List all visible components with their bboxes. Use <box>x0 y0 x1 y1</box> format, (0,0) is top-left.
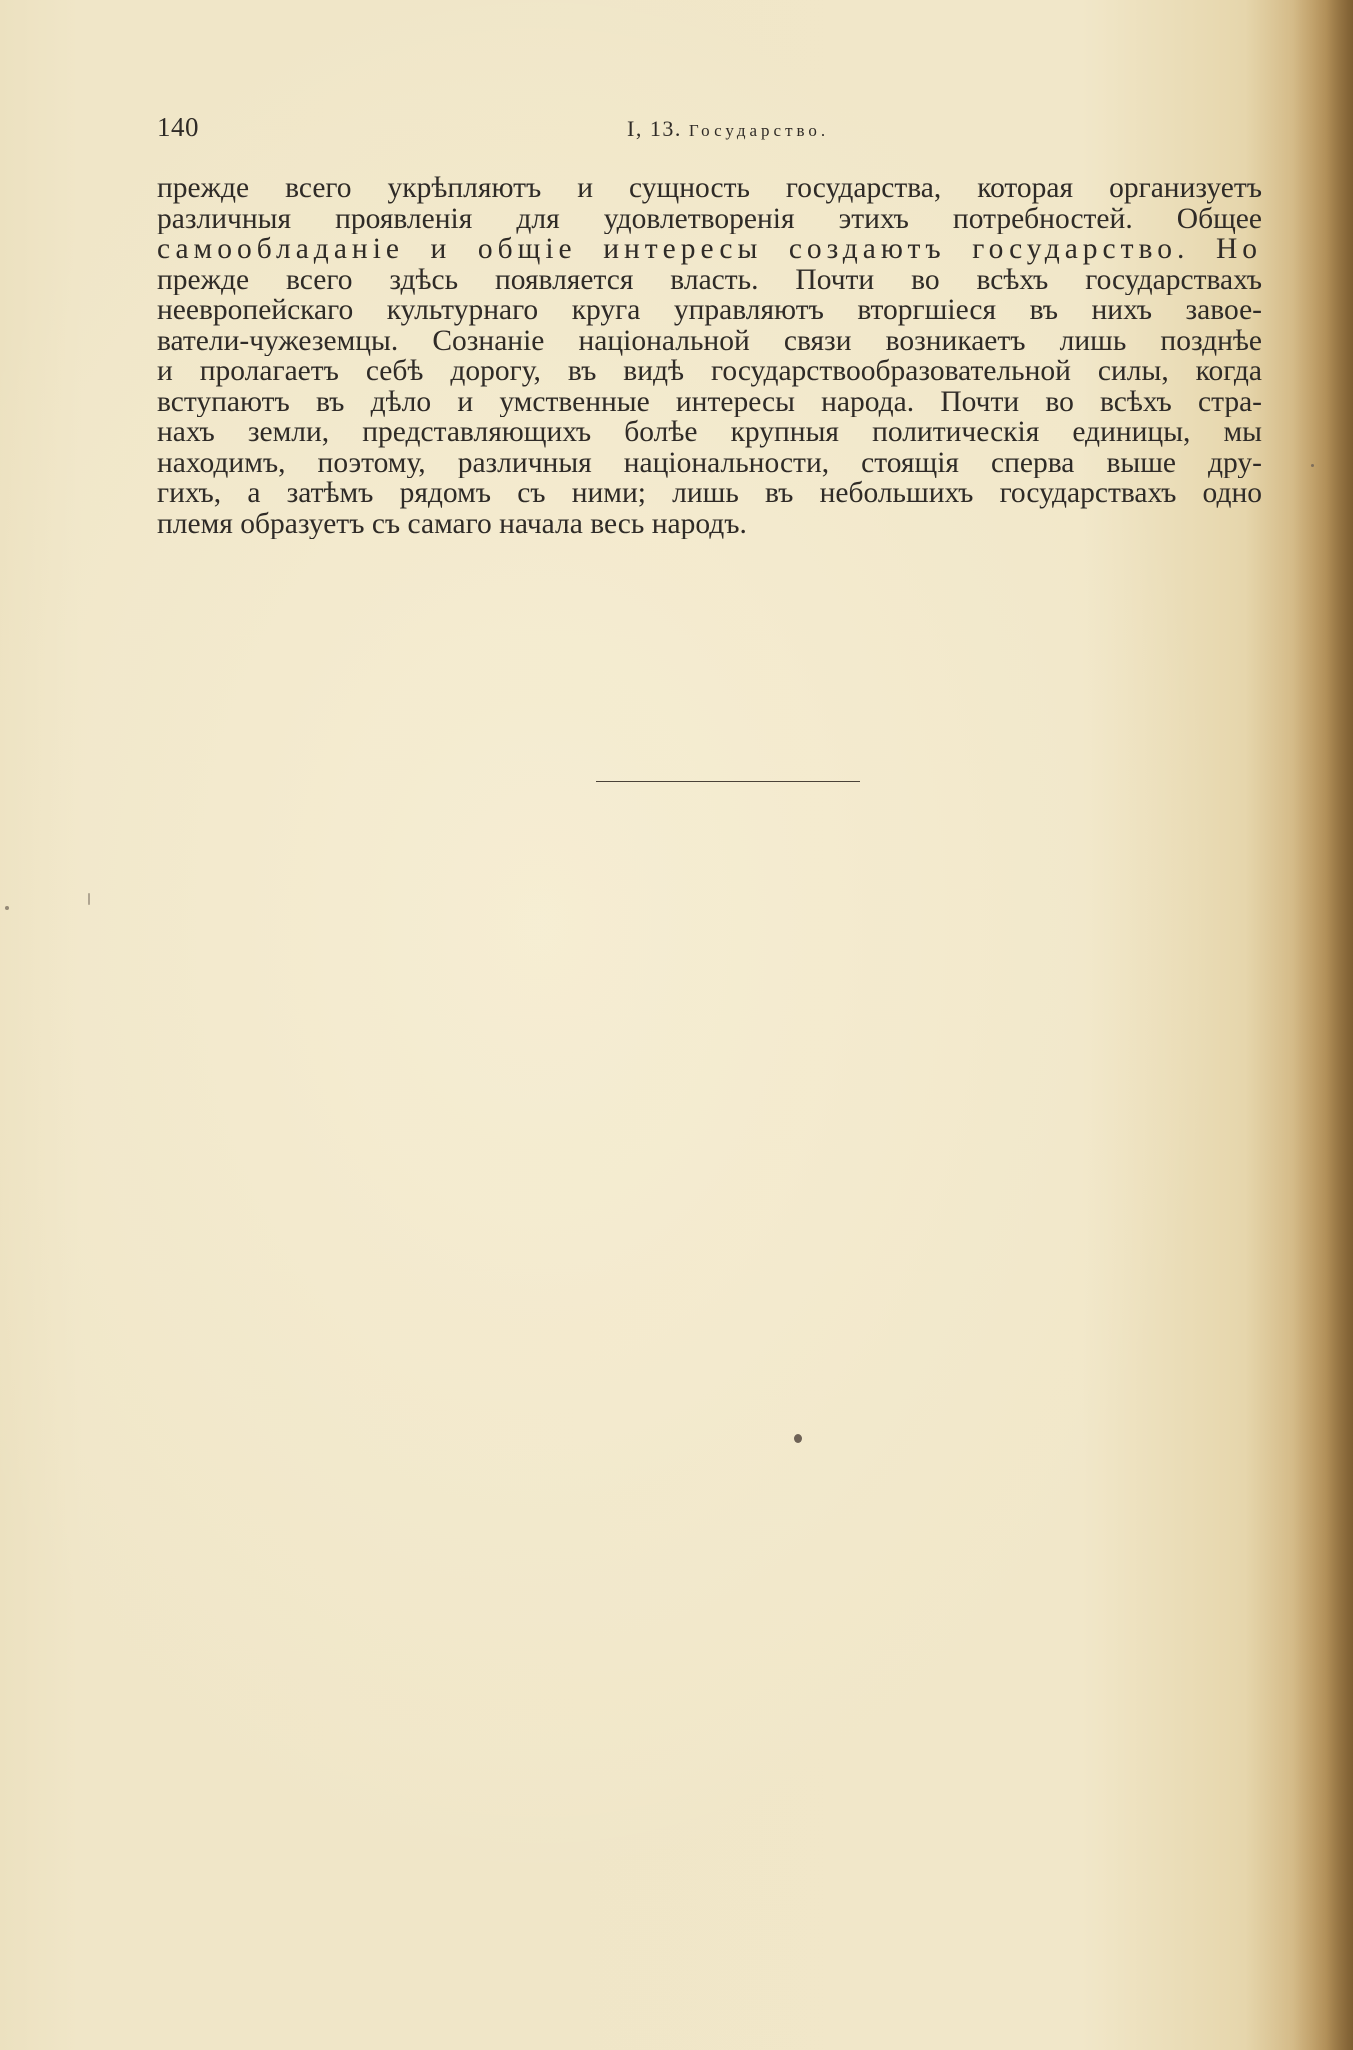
paper-speck <box>5 906 9 910</box>
text-line: и пролагаетъ себѣ дорогу, въ видѣ государствообразовательной силы, когда <box>157 356 1262 387</box>
paper-speck <box>794 1434 802 1443</box>
text-line: гихъ, а затѣмъ рядомъ съ ними; лишь въ небольшихъ государствахъ одно <box>157 478 1262 509</box>
text-line: племя образуетъ съ самаго начала весь народъ. <box>157 508 747 539</box>
text-line: нахъ земли, представляющихъ болѣе крупныя политическія единицы, мы <box>157 417 1262 448</box>
text-line: прежде всего здѣсь появляется власть. Почти во всѣхъ государствахъ <box>157 264 1262 295</box>
chapter-title: Государство. <box>688 121 830 140</box>
paragraph <box>157 173 1262 539</box>
text-line: вступаютъ въ дѣло и умственные интересы народа. Почти во всѣхъ стра- <box>157 386 1262 417</box>
running-title <box>627 116 829 142</box>
running-header <box>157 112 1297 152</box>
text-line: неевропейскаго культурнаго круга управляютъ вторгшіеся въ нихъ завое- <box>157 295 1262 326</box>
text-line: прежде всего укрѣпляютъ и сущность государства, которая организуетъ <box>157 173 1262 204</box>
paper-speck <box>88 893 90 905</box>
text-line: находимъ, поэтому, различныя національности, стоящія сперва выше дру- <box>157 447 1262 478</box>
text-line: ватели-чужеземцы. Сознаніе національной связи возникаетъ лишь позднѣе <box>157 325 1262 356</box>
page-edge-shadow <box>1293 0 1353 2050</box>
text-line: различныя проявленія для удовлетворенія этихъ потребностей. Общее <box>157 203 1262 234</box>
paper-speck <box>1311 464 1314 467</box>
text-line: самообладаніе и общіе интересы создаютъ государство. Но <box>157 234 1262 265</box>
section-separator-rule <box>596 781 860 782</box>
section-number: I, 13. <box>627 116 682 141</box>
page-number: 140 <box>157 112 199 142</box>
